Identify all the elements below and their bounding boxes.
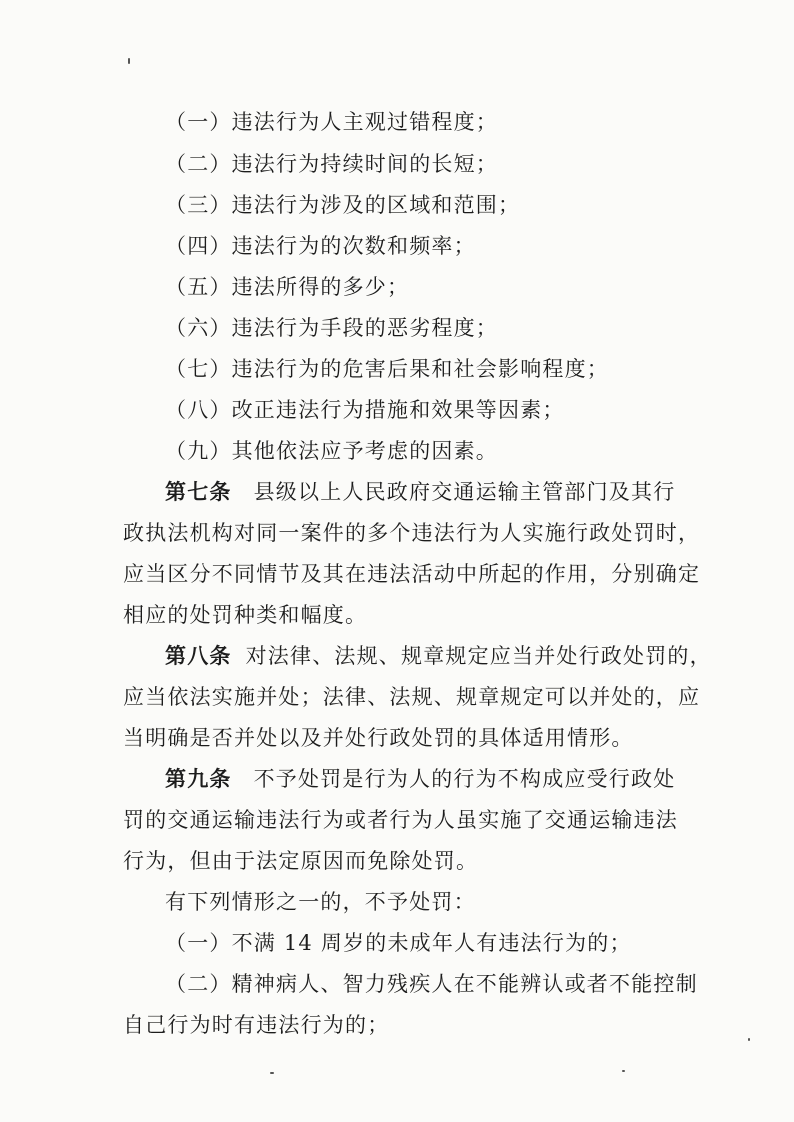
list-item: （七）违法行为的危害后果和社会影响程度； [165, 357, 609, 381]
article-9-line [165, 764, 675, 794]
article-7-line: 政执法机构对同一案件的多个违法行为人实施行政处罚时， [123, 521, 701, 545]
scan-speck [622, 1070, 625, 1072]
scan-speck [748, 1038, 750, 1041]
article-8-title: 第八条 [165, 643, 232, 668]
article-9-line: 行为，但由于法定原因而免除处罚。 [123, 849, 479, 873]
article-8-line: 当明确是否并处以及并处行政处罚的具体适用情形。 [123, 726, 634, 750]
scan-speck [128, 58, 130, 64]
list-item: （二）精神病人、智力残疾人在不能辨认或者不能控制 [165, 972, 698, 996]
article-8-line [165, 641, 712, 671]
list-item: （九）其他依法应予考虑的因素。 [165, 439, 498, 463]
list-item: （一）不满 14 周岁的未成年人有违法行为的； [165, 931, 632, 955]
list-item: 自己行为时有违法行为的； [123, 1013, 390, 1037]
article-7-text: 县级以上人民政府交通运输主管部门及其行 [253, 480, 676, 504]
list-item: （一）违法行为人主观过错程度； [165, 110, 498, 134]
list-item: （五）违法所得的多少； [165, 275, 410, 299]
list-item: （四）违法行为的次数和频率； [165, 234, 476, 258]
scan-speck [270, 1072, 274, 1074]
article-8-text: 对法律、法规、规章规定应当并处行政处罚的， [245, 644, 712, 668]
intro-line: 有下列情形之一的，不予处罚： [165, 890, 476, 914]
article-9-line: 罚的交通运输违法行为或者行为人虽实施了交通运输违法 [123, 808, 678, 832]
list-item: （二）违法行为持续时间的长短； [165, 152, 498, 176]
article-7-line: 相应的处罚种类和幅度。 [123, 603, 368, 627]
list-item: （六）违法行为手段的恶劣程度； [165, 316, 498, 340]
list-item: （八）改正违法行为措施和效果等因素； [165, 398, 565, 422]
article-9-title: 第九条 [165, 766, 232, 791]
article-7-title: 第七条 [165, 479, 232, 504]
list-item: （三）违法行为涉及的区域和范围； [165, 193, 521, 217]
article-7-line [165, 477, 675, 507]
article-9-text: 不予处罚是行为人的行为不构成应受行政处 [253, 767, 676, 791]
article-8-line: 应当依法实施并处；法律、法规、规章规定可以并处的，应 [123, 685, 701, 709]
article-7-line: 应当区分不同情节及其在违法活动中所起的作用，分别确定 [123, 562, 701, 586]
